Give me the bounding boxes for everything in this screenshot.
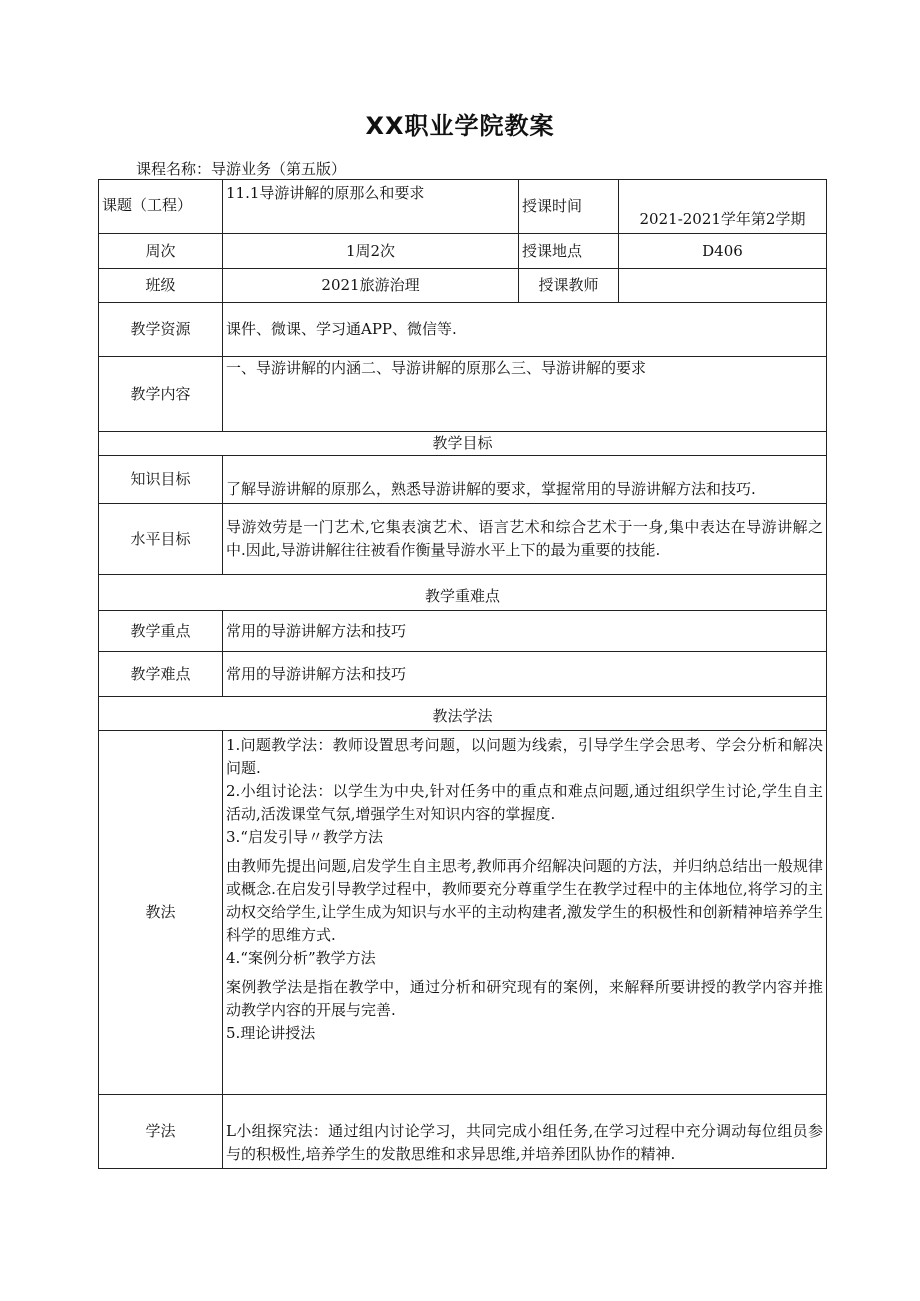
teaching-item-6: 案例教学法是指在教学中，通过分析和研究现有的案例，来解释所要讲授的教学内容并推动教学内容的开展与完善. <box>226 978 823 1019</box>
row-learning <box>99 1095 827 1169</box>
place-value: D406 <box>619 234 827 269</box>
knowledge-label: 知识目标 <box>99 456 223 504</box>
week-value: 1周2次 <box>223 234 519 269</box>
knowledge-value: 了解导游讲解的原那么，熟悉导游讲解的要求，掌握常用的导游讲解方法和技巧. <box>223 456 827 504</box>
teaching-item-1: 1.问题教学法：教师设置思考问题，以问题为线索，引导学生学会思考、学会分析和解决问题. <box>226 736 823 777</box>
teaching-label: 教法 <box>99 731 223 1095</box>
course-name: 课程名称：导游业务（第五版） <box>136 160 347 178</box>
keypoints-header: 教学重难点 <box>99 575 827 611</box>
teaching-item-4: 由教师先提出问题,启发学生自主思考,教师再介绍解决问题的方法，并归纳总结出一般规律或概念.在启发引导教学过程中，教师要充分尊重学生在教学过程中的主体地位,将学习的主动权交给学生,让学生成为知识与水平的主动构建者,激发学生的积极性和创新精神培养学生科学的思维方式. <box>226 857 823 944</box>
focus-label: 教学重点 <box>99 611 223 652</box>
ability-label: 水平目标 <box>99 504 223 575</box>
methods-header: 教法学法 <box>99 697 827 731</box>
teaching-item-7: 5.理论讲授法 <box>226 1024 316 1042</box>
teacher-value <box>619 269 827 303</box>
row-week <box>99 234 827 269</box>
objectives-header: 教学目标 <box>99 432 827 456</box>
row-teaching <box>99 731 827 1095</box>
content-value: 一、导游讲解的内涵二、导游讲解的原那么三、导游讲解的要求 <box>223 357 827 432</box>
row-class <box>99 269 827 303</box>
place-label: 授课地点 <box>519 234 619 269</box>
teaching-item-5: 4.“案例分析”教学方法 <box>226 949 376 967</box>
difficulty-value: 常用的导游讲解方法和技巧 <box>223 652 827 697</box>
page-title: XX职业学院教案 <box>365 112 555 140</box>
learning-value: L小组探究法：通过组内讨论学习，共同完成小组任务,在学习过程中充分调动每位组员参与的积极性,培养学生的发散思维和求异思维,并培养团队协作的精神. <box>223 1095 827 1169</box>
time-value: 2021-2021学年第2学期 <box>619 180 827 234</box>
row-keypoints-header <box>99 575 827 611</box>
row-topic <box>99 180 827 234</box>
row-content <box>99 357 827 432</box>
row-knowledge <box>99 456 827 504</box>
content-label: 教学内容 <box>99 357 223 432</box>
teaching-value <box>223 731 827 1095</box>
focus-value: 常用的导游讲解方法和技巧 <box>223 611 827 652</box>
topic-label: 课题（工程） <box>99 180 223 234</box>
difficulty-label: 教学难点 <box>99 652 223 697</box>
row-difficulty <box>99 652 827 697</box>
teaching-item-3: 3.“启发引导〃教学方法 <box>226 828 383 846</box>
class-value: 2021旅游治理 <box>223 269 519 303</box>
time-label: 授课时间 <box>519 180 619 234</box>
row-focus <box>99 611 827 652</box>
resources-label: 教学资源 <box>99 303 223 357</box>
row-methods-header <box>99 697 827 731</box>
ability-value: 导游效劳是一门艺术,它集表演艺术、语言艺术和综合艺术于一身,集中表达在导游讲解之中.因此,导游讲解往往被看作衡量导游水平上下的最为重要的技能. <box>223 504 827 575</box>
week-label: 周次 <box>99 234 223 269</box>
resources-value: 课件、微课、学习通APP、微信等. <box>223 303 827 357</box>
teacher-label: 授课教师 <box>519 269 619 303</box>
lesson-plan-table <box>98 179 827 1169</box>
row-objectives-header <box>99 432 827 456</box>
learning-label: 学法 <box>99 1095 223 1169</box>
row-ability <box>99 504 827 575</box>
topic-value: 11.1导游讲解的原那么和要求 <box>223 180 519 234</box>
teaching-item-2: 2.小组讨论法：以学生为中央,针对任务中的重点和难点问题,通过组织学生讨论,学生自主活动,活泼课堂气氛,增强学生对知识内容的掌握度. <box>226 782 823 823</box>
row-resources <box>99 303 827 357</box>
class-label: 班级 <box>99 269 223 303</box>
